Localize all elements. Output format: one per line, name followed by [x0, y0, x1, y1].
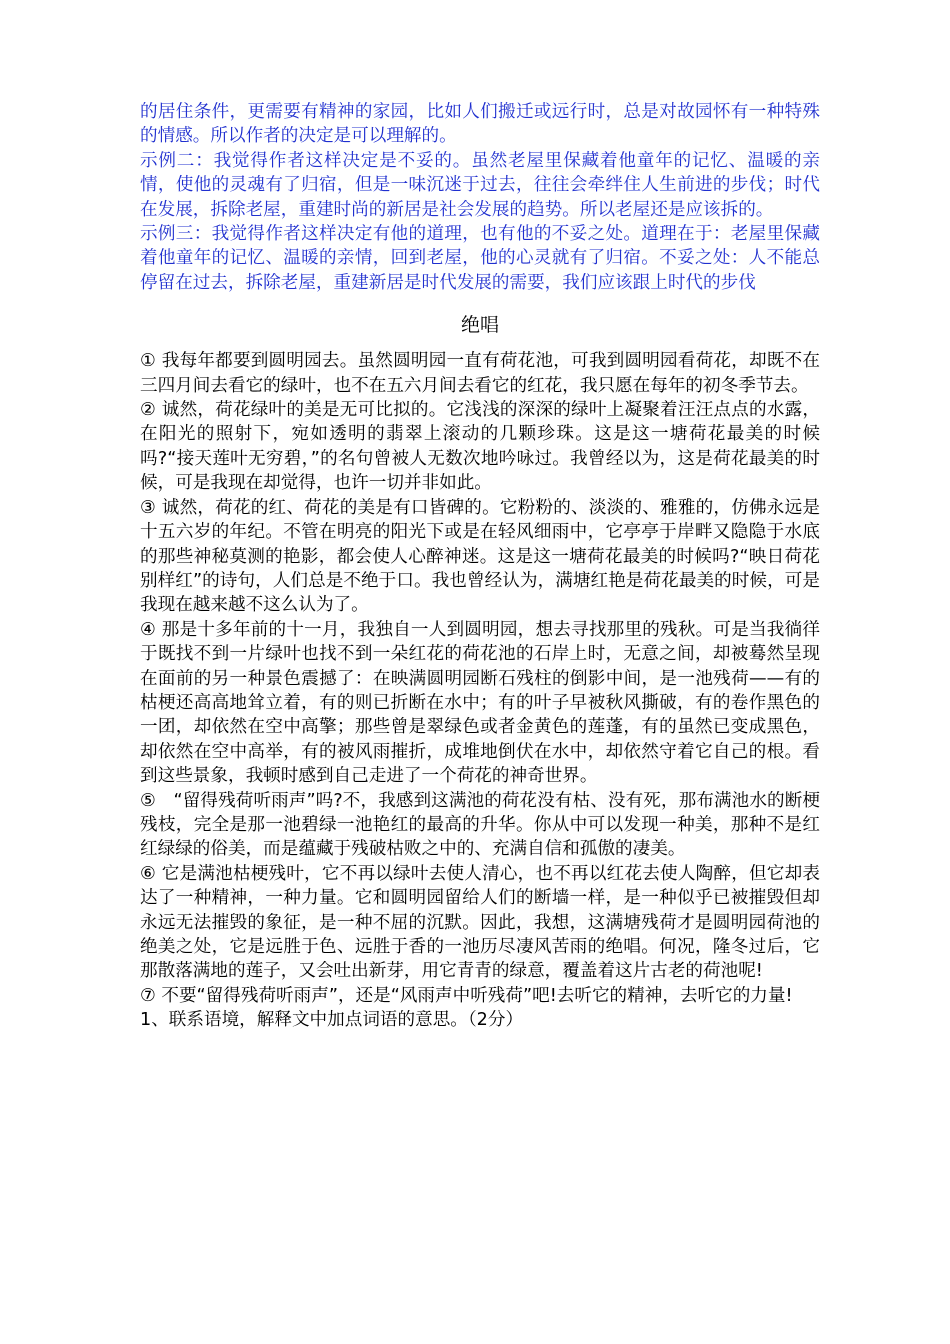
article-paragraph-3: ③ 诚然，荷花的红、荷花的美是有口皆碑的。它粉粉的、淡淡的、雅雅的，仿佛永远是十五六岁的年纪。不管在明亮的阳光下或是在轻风细雨中，它亭亭于岸畔又隐隐于水底的那些神秘莫测的艳影，都会使人心醉神迷。这是这一塘荷花最美的时候吗?“映日荷花别样红”的诗句，人们总是不绝于口。我也曾经认为，满塘红艳是荷花最美的时候，可是我现在越来越不这么认为了。: [140, 497, 820, 616]
answer-paragraph: 的居住条件，更需要有精神的家园，比如人们搬迁或远行时，总是对故园怀有一种特殊的情感。所以作者的决定是可以理解的。: [140, 102, 820, 147]
article-title: 绝唱: [460, 314, 499, 337]
question-1: 1、联系语境，解释文中加点词语的意思。（2分）: [140, 1010, 524, 1031]
article-paragraph-7: ⑦ 不要“留得残荷听雨声”，还是“风雨声中听残荷”吧!去听它的精神，去听它的力量!: [140, 985, 793, 1006]
answer-example-three: 示例三：我觉得作者这样决定有他的道理，也有他的不妥之处。道理在于：老屋里保藏着他童年的记忆、温暖的亲情，回到老屋，他的心灵就有了归宿。不妥之处：人不能总停留在过去，拆除老屋，重建新居是时代发展的需要，我们应该跟上时代的步伐: [140, 224, 820, 293]
article-paragraph-5: ⑤ “留得残荷听雨声”吗?不，我感到这满池的荷花没有枯、没有死，那布满池水的断梗残枝，完全是那一池碧绿一池艳红的最高的升华。你从中可以发现一种美，那种不是红红绿绿的俗美，而是蕴藏于残破枯败之中的、充满自信和孤傲的凄美。: [140, 790, 820, 860]
article-paragraph-6: ⑥ 它是满池枯梗残叶，它不再以绿叶去使人清心，也不再以红花去使人陶醉，但它却表达了一种精神，一种力量。它和圆明园留给人们的断墙一样，是一种似乎已被摧毁但却永远无法摧毁的象征，是一种不屈的沉默。因此，我想，这满塘残荷才是圆明园荷池的绝美之处，它是远胜于色、远胜于香的一池历尽凄风苦雨的绝唱。何况，隆冬过后，它那散落满地的莲子，又会吐出新芽，用它青青的绿意，覆盖着这片古老的荷池呢!: [140, 863, 820, 982]
answer-example-two: 示例二：我觉得作者这样决定是不妥的。虽然老屋里保藏着他童年的记忆、温暖的亲情，使他的灵魂有了归宿，但是一味沉迷于过去，往往会牵绊住人生前进的步伐；时代在发展，拆除老屋，重建时尚的新居是社会发展的趋势。所以老屋还是应该拆的。: [140, 150, 820, 220]
article-paragraph-1: ① 我每年都要到圆明园去。虽然圆明园一直有荷花池，可我到圆明园看荷花，却既不在三四月间去看它的绿叶，也不在五六月间去看它的红花，我只愿在每年的初冬季节去。: [140, 351, 820, 396]
article-paragraph-2: ② 诚然，荷花绿叶的美是无可比拟的。它浅浅的深深的绿叶上凝聚着汪汪点点的水露，在阳光的照射下，宛如透明的翡翠上滚动的几颗珍珠。这是这一塘荷花最美的时候吗?“接天莲叶无穷碧，”的名句曾被人无数次地吟咏过。我曾经以为，这是荷花最美的时候，可是我现在却觉得，也许一切并非如此。: [140, 400, 820, 494]
document-page: [140, 100, 820, 1033]
article-paragraph-4: ④ 那是十多年前的十一月，我独自一人到圆明园，想去寻找那里的残秋。可是当我徜徉于既找不到一片绿叶也找不到一朵红花的荷花池的石岸上时，无意之间，却被蓦然呈现在面前的另一种景色震撼了：在映满圆明园断石残柱的倒影中间，是一池残荷——有的枯梗还高高地耸立着，有的则已折断在水中；有的叶子早被秋风撕破，有的卷作黑色的一团，却依然在空中高擎；那些曾是翠绿色或者金黄色的莲蓬，有的虽然已变成黑色，却依然在空中高举，有的被风雨摧折，成堆地倒伏在水中，却依然守着它自己的根。看到这些景象，我顿时感到自己走进了一个荷花的神奇世界。: [140, 619, 820, 787]
answer-examples: [140, 100, 820, 295]
article-body: [140, 349, 820, 1008]
